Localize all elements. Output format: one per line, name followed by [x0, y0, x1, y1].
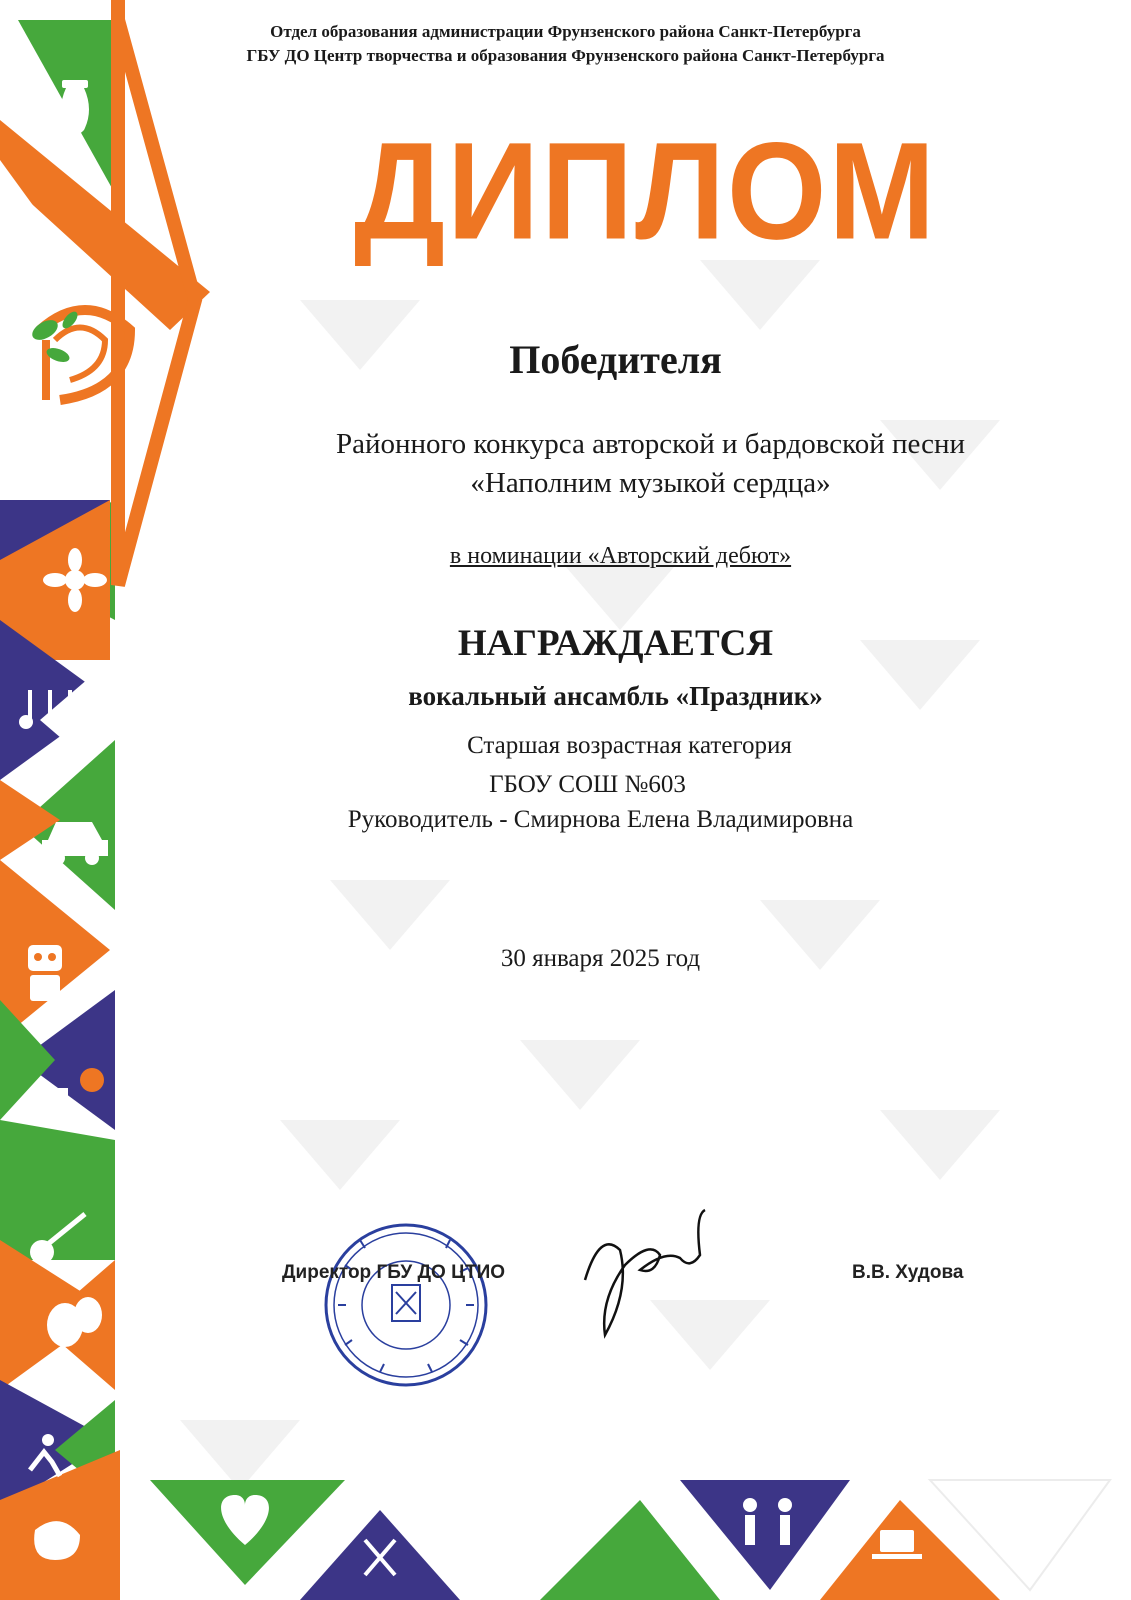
awarded-label: НАГРАЖДАЕТСЯ: [457, 623, 774, 664]
winner-label: Победителя: [509, 337, 722, 382]
diploma-title: ДИПЛОМ: [353, 114, 938, 269]
nomination-text: в номинации «Авторский дебют»: [449, 543, 792, 569]
award-date: 30 января 2025 год: [500, 945, 701, 972]
recipient-name: вокальный ансамбль «Праздник»: [408, 681, 823, 711]
signature-position: Директор ГБУ ДО ЦТИО: [282, 1262, 506, 1283]
header-line-2: ГБУ ДО Центр творчества и образования Фрунзенского района Санкт-Петербурга: [246, 46, 885, 65]
age-category: Старшая возрастная категория: [467, 732, 792, 759]
contest-line-2: «Наполним музыкой сердца»: [470, 467, 831, 499]
contest-line-1: Районного конкурса авторской и бардовской песни: [335, 428, 966, 460]
signature-name: В.В. Худова: [852, 1262, 964, 1283]
header-line-1: Отдел образования администрации Фрунзенского района Санкт-Петербурга: [270, 22, 861, 41]
leader-line: Руководитель - Смирнова Елена Владимировна: [347, 806, 854, 833]
school-name: ГБОУ СОШ №603: [489, 771, 686, 798]
